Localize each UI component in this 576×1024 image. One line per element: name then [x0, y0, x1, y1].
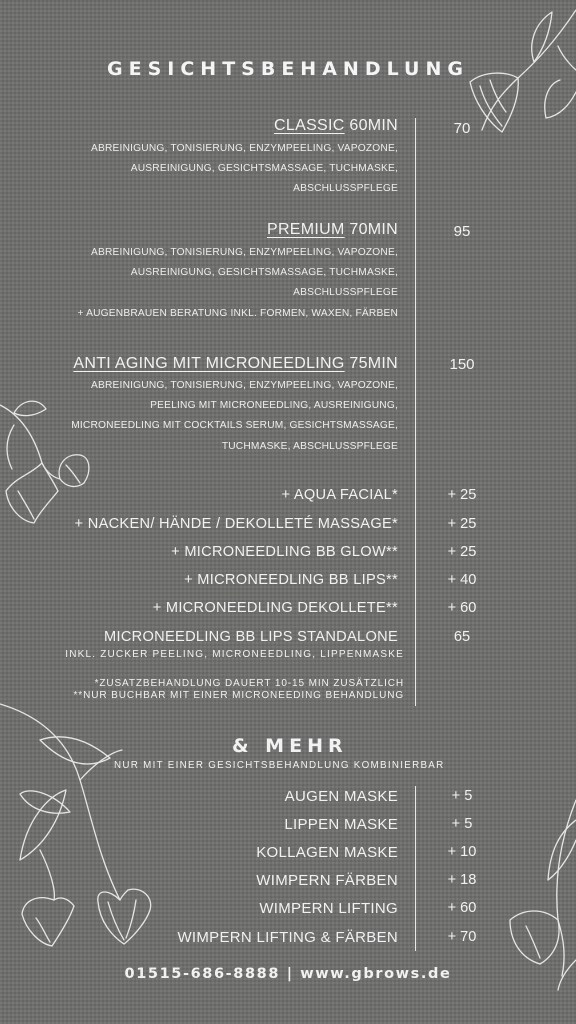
footer-contact: 01515-686-8888 | www.gbrows.de: [124, 966, 452, 982]
treatment-name: ANTI AGING MIT MICRONEEDLING: [73, 355, 345, 372]
treatment-price: 95: [453, 223, 471, 240]
treatment-title-anti-aging: [73, 355, 398, 373]
description-line: + AUGENBRAUEN BERATUNG INKL. FORMEN, WAXEN, FÄRBEN: [77, 307, 398, 319]
description-line: ABREINIGUNG, TONISIERUNG, ENZYMPEELING, VAPOZONE,: [91, 143, 398, 154]
price-divider-bottom: [415, 786, 416, 951]
addon-name: + AQUA FACIAL*: [281, 487, 398, 503]
addon-price: + 25: [447, 544, 477, 560]
addon-price: + 25: [447, 487, 477, 503]
treatment-description: [18, 376, 398, 457]
addon-price: + 40: [447, 572, 477, 588]
description-line: AUSREINIGUNG, GESICHTSMASSAGE, TUCHMASKE,: [130, 163, 398, 175]
extra-name: KOLLAGEN MASKE: [256, 844, 398, 861]
description-line: AUSREINIGUNG, GESICHTSMASSAGE, TUCHMASKE,: [130, 267, 398, 279]
extra-price: + 18: [447, 872, 477, 888]
description-line: ABREINIGUNG, TONISIERUNG, ENZYMPEELING, VAPOZONE,: [91, 247, 398, 258]
description-line: PEELING MIT MICRONEEDLING, AUSREINIGUNG,: [150, 400, 398, 412]
treatment-duration: 70MIN: [349, 221, 398, 238]
extra-name: WIMPERN FÄRBEN: [256, 872, 398, 889]
mehr-subtitle: NUR MIT EINER GESICHTSBEHANDLUNG KOMBINIERBAR: [114, 760, 445, 771]
standalone-subtitle: INKL. ZUCKER PEELING, MICRONEEDLING, LIPPENMASKE: [65, 649, 404, 660]
flower-bottom-left-icon: [0, 700, 175, 950]
addon-name: + MICRONEEDLING BB GLOW**: [171, 544, 398, 560]
page-title: GESICHTSBEHANDLUNG: [107, 58, 469, 80]
extra-name: WIMPERN LIFTING & FÄRBEN: [177, 929, 398, 946]
addon-name: + MICRONEEDLING BB LIPS**: [184, 572, 398, 588]
standalone-price: 65: [453, 629, 471, 645]
description-line: MICRONEEDLING MIT COCKTAILS SERUM, GESICHTSMASSAGE,: [71, 420, 398, 432]
extra-price: + 70: [447, 929, 477, 945]
treatment-title-classic: [274, 117, 398, 135]
treatment-duration: 60MIN: [349, 117, 398, 134]
price-divider-top: [415, 118, 416, 706]
footnote: **NUR BUCHBAR MIT EINER MICRONEEDING BEHANDLUNG: [73, 690, 404, 701]
description-line: ABSCHLUSSPFLEGE: [293, 287, 398, 299]
treatment-price: 150: [449, 356, 475, 373]
treatment-name: CLASSIC: [274, 117, 345, 134]
flower-bottom-right-icon: [500, 780, 576, 990]
treatment-name: PREMIUM: [266, 221, 345, 238]
addon-price: + 60: [447, 600, 477, 616]
extra-price: + 60: [447, 900, 477, 916]
footnote: *ZUSATZBEHANDLUNG DAUERT 10-15 MIN ZUSÄTZLICH: [94, 678, 404, 689]
treatment-price: 70: [453, 120, 471, 137]
addon-name: + MICRONEEDLING DEKOLLETE**: [152, 600, 398, 616]
treatment-title-premium: [267, 221, 398, 239]
addon-name: + NACKEN/ HÄNDE / DEKOLLETÉ MASSAGE*: [74, 516, 398, 532]
addon-price: + 25: [447, 516, 477, 532]
mehr-title: & MEHR: [232, 735, 348, 757]
extra-name: AUGEN MASKE: [284, 788, 398, 805]
treatment-duration: 75MIN: [349, 355, 398, 372]
description-line: ABSCHLUSSPFLEGE: [293, 183, 398, 195]
extra-name: LIPPEN MASKE: [284, 816, 398, 833]
treatment-description: [18, 139, 398, 200]
description-line: ABREINIGUNG, TONISIERUNG, ENZYMPEELING, VAPOZONE,: [91, 380, 398, 391]
extra-price: + 10: [447, 844, 477, 860]
treatment-description: [18, 243, 398, 324]
standalone-name: MICRONEEDLING BB LIPS STANDALONE: [104, 629, 398, 645]
description-line: TUCHMASKE, ABSCHLUSSPFLEGE: [221, 440, 398, 452]
extra-name: WIMPERN LIFTING: [259, 900, 398, 917]
extra-price: + 5: [451, 788, 473, 804]
extra-price: + 5: [451, 816, 473, 832]
